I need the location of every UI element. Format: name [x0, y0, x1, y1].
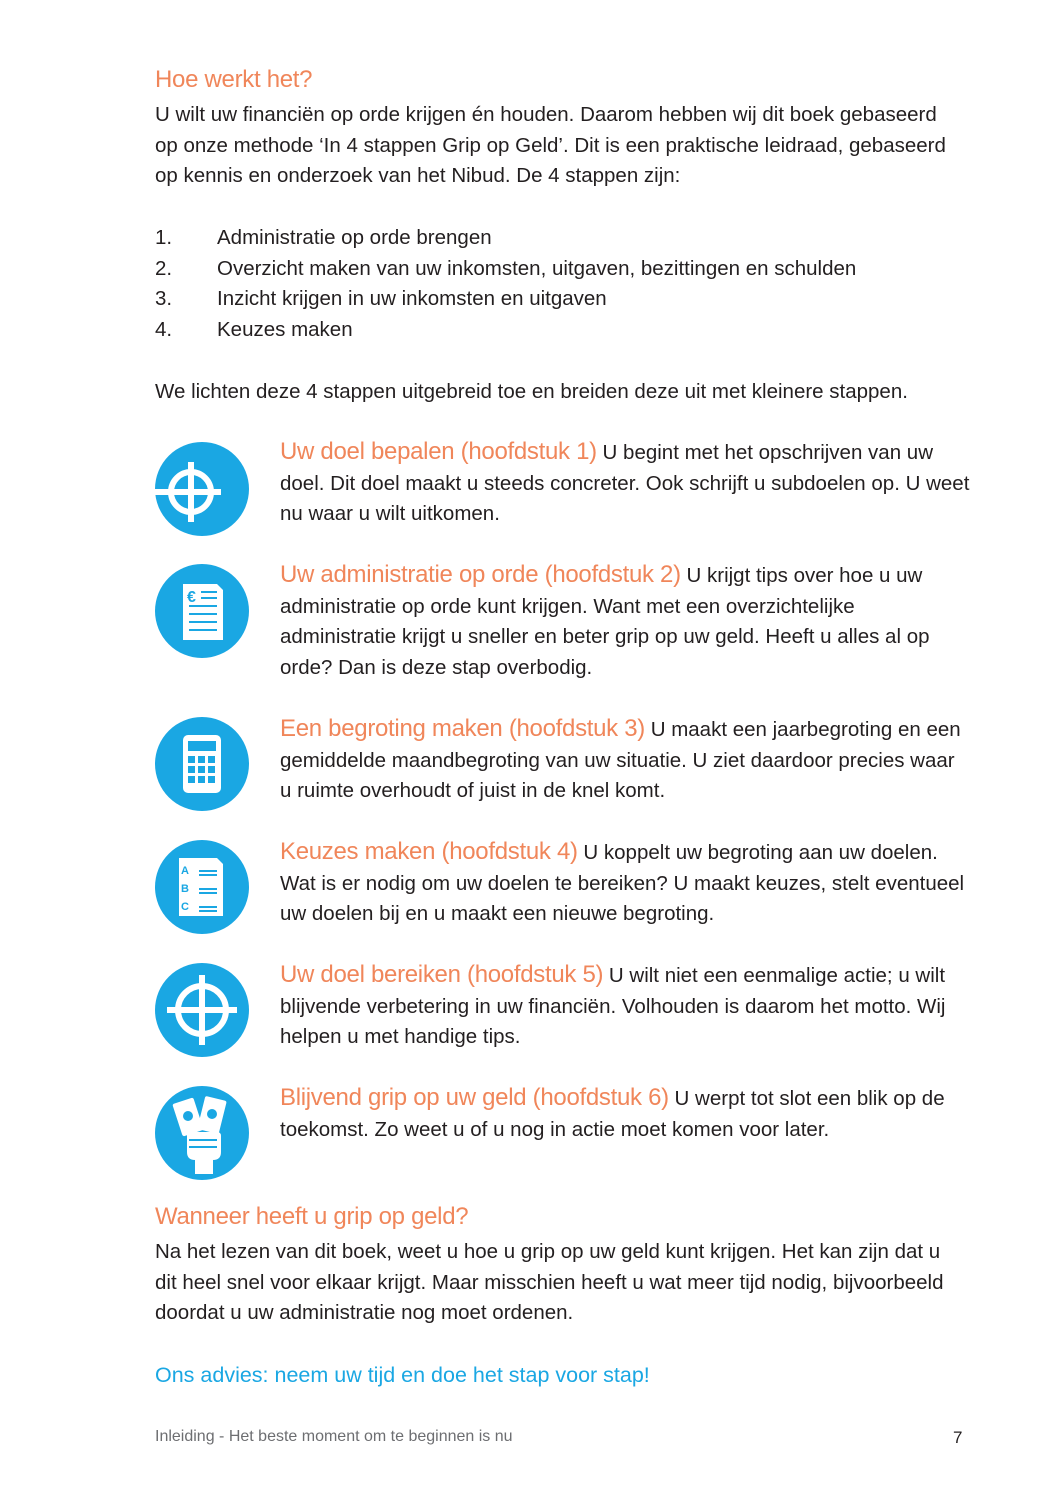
option-letter: A	[181, 865, 189, 877]
page-number: 7	[953, 1428, 963, 1447]
euro-symbol: €	[187, 589, 196, 606]
chapter-title: Keuzes maken (hoofdstuk 4)	[280, 838, 578, 865]
footer-title: Inleiding - Het beste moment om te beginnen is nu	[155, 1428, 513, 1445]
option-letter: C	[181, 901, 189, 913]
chapter-description: U wilt niet een eenmalige actie; u wilt blijvende verbetering in uw financiën. Volhouden is daarom het motto. Wij helpen u met handige tips.	[280, 964, 946, 1049]
chapter-title: Uw doel bepalen (hoofdstuk 1)	[280, 438, 597, 465]
list-label: Administratie op orde brengen	[217, 226, 492, 249]
list-number: 1.	[155, 226, 173, 249]
grip-paragraph: Na het lezen van dit boek, weet u hoe u grip op uw geld kunt krijgen. Het kan zijn dat u dit heel snel voor elkaar krijgt. Maar misschien heeft u wat meer tijd nodig, bijvoorbeeld doordat u uw administratie nog moet ordenen.	[155, 1240, 944, 1325]
target-icon	[155, 442, 249, 536]
chapter-description: U koppelt uw begroting aan uw doelen. Wat is er nodig om uw doelen te bereiken? U maakt keuzes, stelt eventueel uw doelen bij en u maakt een nieuwe begroting.	[280, 841, 965, 926]
chapter-text	[280, 714, 970, 807]
list-number: 4.	[155, 317, 173, 341]
intro-heading: Hoe werkt het?	[155, 66, 313, 93]
list-item	[155, 254, 856, 285]
steps-list	[155, 223, 856, 345]
chapter-title: Uw doel bereiken (hoofdstuk 5)	[280, 961, 604, 988]
list-number: 3.	[155, 287, 173, 311]
list-number: 2.	[155, 256, 173, 280]
chapter-title: Een begroting maken (hoofdstuk 3)	[280, 715, 645, 742]
option-letter: B	[181, 883, 189, 895]
choice-list-icon	[155, 840, 249, 934]
chapter-description: U begint met het opschrijven van uw doel. Dit doel maakt u steeds concreter. Ook schrijft u subdoelen op. U weet nu waar u wilt uitkomen.	[280, 441, 970, 526]
intro-paragraph: U wilt uw financiën op orde krijgen én houden. Daarom hebben wij dit boek gebaseerd op onze methode ‘In 4 stappen Grip op Geld’. Dit is een praktische leidraad, gebaseerd op kennis en onderzoek van het Nibud. De 4 stappen zijn:	[155, 103, 946, 188]
chapter-description: U maakt een jaarbegroting en een gemiddelde maandbegroting van uw situatie. U ziet daardoor precies waar u ruimte overhoudt of juist in de knel komt.	[280, 718, 961, 803]
list-item	[155, 284, 856, 315]
calculator-icon	[155, 717, 249, 811]
chapter-text	[280, 1083, 970, 1145]
chapter-description: U krijgt tips over hoe u uw administratie op orde kunt krijgen. Want met een overzichtelijke administratie krijgt u sneller en beter grip op uw geld. Heeft u alles al op orde? Dan is deze stap overbodig.	[280, 564, 930, 679]
chapter-description: U werpt tot slot een blik op de toekomst. Zo weet u of u nog in actie moet komen voor later.	[280, 1087, 945, 1141]
list-item	[155, 223, 856, 254]
invoice-icon	[155, 564, 249, 658]
list-label: Keuzes maken	[217, 317, 353, 341]
chapter-text	[280, 837, 970, 930]
list-label: Overzicht maken van uw inkomsten, uitgaven, bezittingen en schulden	[217, 256, 857, 280]
chapter-title: Uw administratie op orde (hoofdstuk 2)	[280, 561, 681, 588]
chapter-title: Blijvend grip op uw geld (hoofdstuk 6)	[280, 1084, 669, 1111]
chapter-text	[280, 560, 970, 683]
crosshair-icon	[155, 963, 249, 1057]
list-item	[155, 315, 856, 346]
advice-text: Ons advies: neem uw tijd en doe het stap voor stap!	[155, 1363, 650, 1387]
list-label: Inzicht krijgen in uw inkomsten en uitgaven	[217, 287, 607, 311]
steps-note: We lichten deze 4 stappen uitgebreid toe en breiden deze uit met kleinere stappen.	[155, 380, 908, 403]
chapter-text	[280, 960, 970, 1053]
chapter-text	[280, 437, 970, 530]
hand-money-icon	[155, 1086, 249, 1180]
grip-heading: Wanneer heeft u grip op geld?	[155, 1203, 469, 1230]
